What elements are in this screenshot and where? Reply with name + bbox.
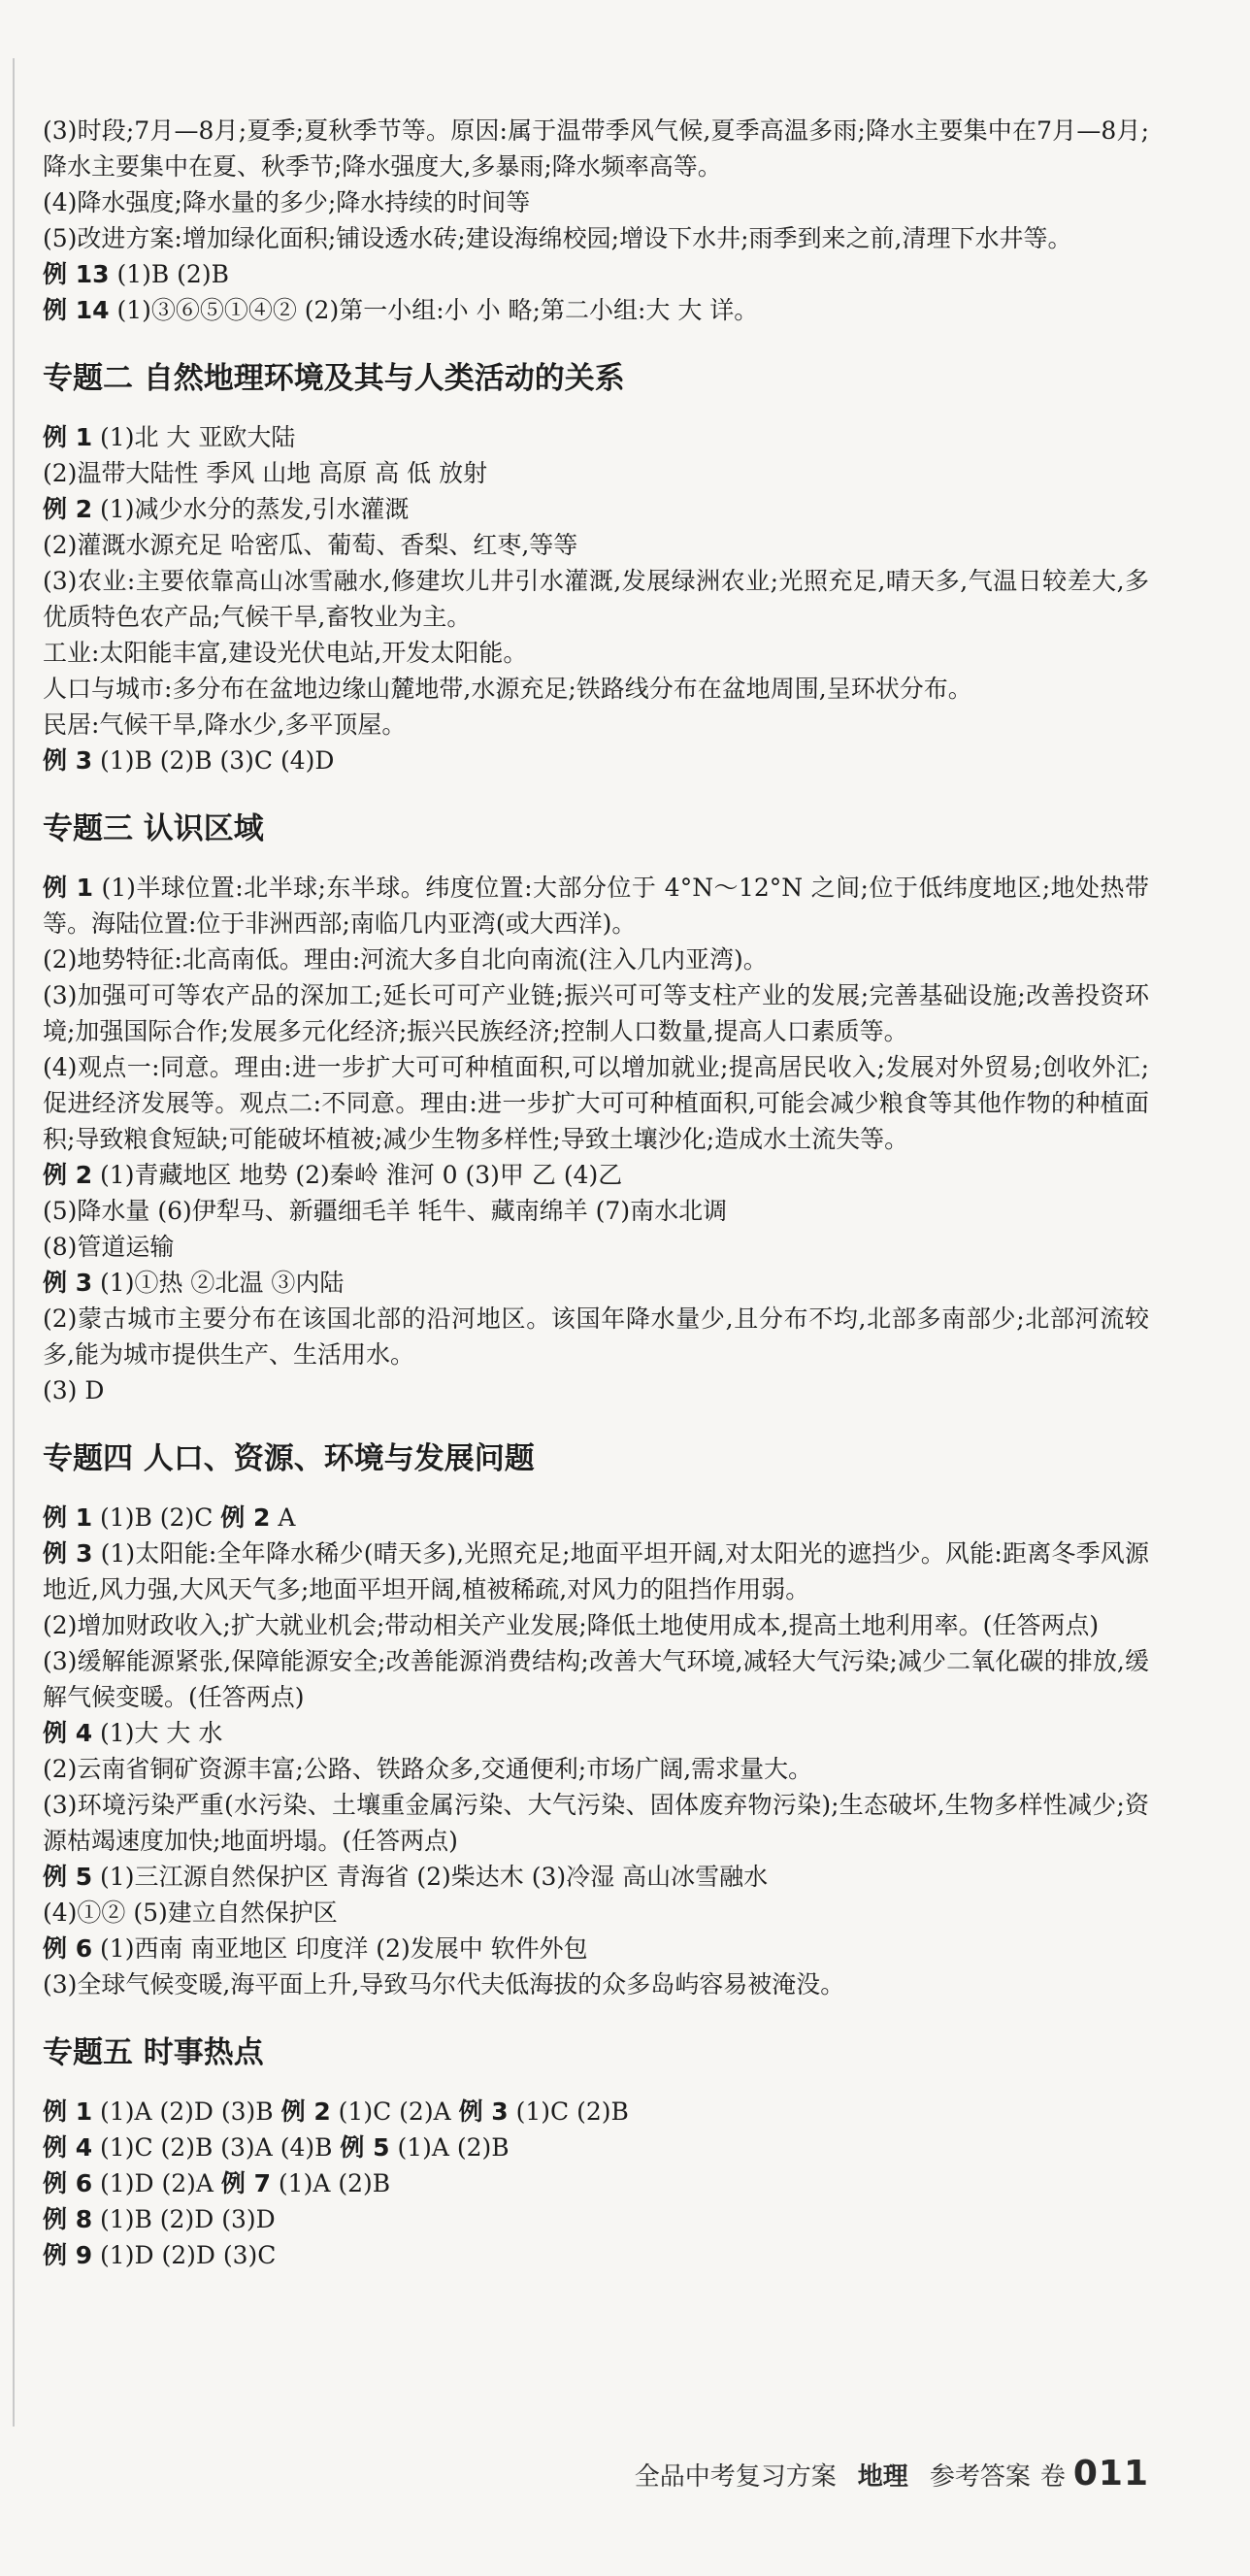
- answer-line: 例 1 (1)A (2)D (3)B 例 2 (1)C (2)A 例 3 (1)C (2)B: [43, 2097, 629, 2126]
- example-label: 例 1: [43, 874, 94, 902]
- answer-line: 例 1 (1)B (2)C 例 2 A: [43, 1503, 296, 1532]
- answer-line: (3)加强可可等农产品的深加工;延长可可产业链;振兴可可等支柱产业的发展;完善基础设施;改善投资环境;加强国际合作;发展多元化经济;振兴民族经济;控制人口数量,提高人口素质等。: [43, 981, 1149, 1045]
- answer-line: (2)增加财政收入;扩大就业机会;带动相关产业发展;降低土地使用成本,提高土地利用率。(任答两点): [43, 1611, 1100, 1639]
- answer-line: (3)农业:主要依靠高山冰雪融水,修建坎儿井引水灌溉,发展绿洲农业;光照充足,晴天多,气温日较差大,多优质特色农产品;气候干旱,畜牧业为主。: [43, 567, 1149, 631]
- section-continuation: [43, 113, 1149, 328]
- answer-line: (3)时段;7月—8月;夏季;夏秋季节等。原因:属于温带季风气候,夏季高温多雨;降水主要集中在7月—8月;降水主要集中在夏、秋季节;降水强度大,多暴雨;降水频率高等。: [43, 116, 1149, 181]
- example-label: 例 3: [43, 746, 93, 775]
- answer-line: (2)云南省铜矿资源丰富;公路、铁路众多,交通便利;市场广阔,需求量大。: [43, 1755, 813, 1783]
- answer-line: 例 2 (1)减少水分的蒸发,引水灌溉: [43, 495, 410, 523]
- section-topic-2: [43, 359, 1149, 778]
- example-label: 例 2: [43, 1161, 93, 1189]
- answer-line: 例 14 (1)③⑥⑤①④② (2)第一小组:小 小 略;第二小组:大 大 详。: [43, 296, 759, 324]
- section-topic-4: [43, 1439, 1149, 2002]
- answer-line: (5)降水量 (6)伊犁马、新疆细毛羊 牦牛、藏南绵羊 (7)南水北调: [43, 1197, 728, 1225]
- answer-line: 例 3 (1)①热 ②北温 ③内陆: [43, 1269, 345, 1297]
- answer-line: (2)灌溉水源充足 哈密瓜、葡萄、香梨、红枣,等等: [43, 531, 578, 559]
- answer-line: 工业:太阳能丰富,建设光伏电站,开发太阳能。: [43, 639, 528, 667]
- example-label: 例 6: [43, 1934, 93, 1963]
- section-heading: 专题三 认识区域: [43, 811, 264, 846]
- answer-line: (2)蒙古城市主要分布在该国北部的沿河地区。该国年降水量少,且分布不均,北部多南部少;北部河流较多,能为城市提供生产、生活用水。: [43, 1305, 1149, 1369]
- answer-line: (3)缓解能源紧张,保障能源安全;改善能源消费结构;改善大气环境,减轻大气污染;减少二氧化碳的排放,缓解气候变暖。(任答两点): [43, 1647, 1149, 1711]
- answer-line: (5)改进方案:增加绿化面积;铺设透水砖;建设海绵校园;增设下水井;雨季到来之前,清理下水井等。: [43, 224, 1072, 252]
- answer-line: (2)温带大陆性 季风 山地 高原 高 低 放射: [43, 459, 488, 487]
- answer-line: (4)降水强度;降水量的多少;降水持续的时间等: [43, 188, 531, 216]
- example-label: 例 2: [280, 2097, 331, 2126]
- answer-line: 例 8 (1)B (2)D (3)D: [43, 2205, 276, 2233]
- answer-line: 例 5 (1)三江源自然保护区 青海省 (2)柴达木 (3)冷湿 高山冰雪融水: [43, 1863, 769, 1891]
- example-label: 例 4: [43, 2133, 93, 2162]
- answer-line: 例 3 (1)太阳能:全年降水稀少(晴天多),光照充足;地面平坦开阔,对太阳光的遮挡少。风能:距离冬季风源地近,风力强,大风天气多;地面平坦开阔,植被稀疏,对风力的阻挡作用弱。: [43, 1539, 1149, 1603]
- page-number: 011: [1072, 2454, 1149, 2493]
- example-label: 例 9: [43, 2241, 93, 2269]
- section-heading: 专题二 自然地理环境及其与人类活动的关系: [43, 361, 625, 396]
- example-label: 例 1: [43, 423, 93, 451]
- answer-line: (3) D: [43, 1376, 105, 1404]
- section-topic-3: [43, 809, 1149, 1408]
- answer-line: 例 1 (1)半球位置:北半球;东半球。纬度位置:大部分位于 4°N～12°N 之间;位于低纬度地区;地处热带等。海陆位置:位于非洲西部;南临几内亚湾(或大西洋)。: [43, 874, 1149, 938]
- example-label: 例 3: [43, 1269, 93, 1297]
- example-label: 例 14: [43, 296, 110, 324]
- left-margin-rule: [13, 58, 15, 2427]
- example-label: 例 8: [43, 2205, 93, 2233]
- answer-line: 例 6 (1)西南 南亚地区 印度洋 (2)发展中 软件外包: [43, 1934, 588, 1963]
- answer-line: (2)地势特征:北高南低。理由:河流大多自北向南流(注入几内亚湾)。: [43, 945, 768, 974]
- page-footer: [635, 2454, 1149, 2493]
- answer-line: 例 4 (1)大 大 水: [43, 1719, 223, 1747]
- answer-line: 例 6 (1)D (2)A 例 7 (1)A (2)B: [43, 2169, 391, 2197]
- answer-line: 例 13 (1)B (2)B: [43, 260, 229, 288]
- example-label: 例 2: [220, 1503, 271, 1532]
- answer-line: 例 1 (1)北 大 亚欧大陆: [43, 423, 296, 451]
- section-heading: 专题四 人口、资源、环境与发展问题: [43, 1441, 535, 1476]
- answer-line: 例 2 (1)青藏地区 地势 (2)秦岭 淮河 0 (3)甲 乙 (4)乙: [43, 1161, 623, 1189]
- example-label: 例 4: [43, 1719, 93, 1747]
- answer-line: 民居:气候干旱,降水少,多平顶屋。: [43, 710, 407, 739]
- example-label: 例 6: [43, 2169, 93, 2197]
- subject-name: 地理: [857, 2462, 908, 2492]
- section-topic-5: [43, 2033, 1149, 2273]
- answer-line: (3)全球气候变暖,海平面上升,导致马尔代夫低海拔的众多岛屿容易被淹没。: [43, 1970, 845, 1998]
- answer-line: (4)①② (5)建立自然保护区: [43, 1899, 338, 1927]
- example-label: 例 1: [43, 1503, 93, 1532]
- volume-label: 卷: [1039, 2462, 1066, 2492]
- answer-line: 例 3 (1)B (2)B (3)C (4)D: [43, 746, 335, 775]
- example-label: 例 3: [43, 1539, 93, 1568]
- example-label: 例 2: [43, 495, 93, 523]
- section-heading: 专题五 时事热点: [43, 2035, 264, 2070]
- answer-line: (8)管道运输: [43, 1233, 175, 1261]
- book-title: 全品中考复习方案: [634, 2462, 837, 2492]
- example-label: 例 7: [220, 2169, 271, 2197]
- example-label: 例 5: [43, 1863, 93, 1891]
- answer-line: 例 9 (1)D (2)D (3)C: [43, 2241, 277, 2269]
- example-label: 例 13: [43, 260, 110, 288]
- example-label: 例 3: [458, 2097, 509, 2126]
- example-label: 例 5: [340, 2133, 390, 2162]
- doc-type: 参考答案: [929, 2462, 1031, 2492]
- answer-line: (4)观点一:同意。理由:进一步扩大可可种植面积,可以增加就业;提高居民收入;发展对外贸易;创收外汇;促进经济发展等。观点二:不同意。理由:进一步扩大可可种植面积,可能会减少粮食等其他作物的种植面积;导致粮食短缺;可能破坏植被;减少生物多样性;导致土壤沙化;造成水土流失等。: [43, 1053, 1149, 1153]
- answer-line: 人口与城市:多分布在盆地边缘山麓地带,水源充足;铁路线分布在盆地周围,呈环状分布。: [43, 675, 972, 703]
- example-label: 例 1: [43, 2097, 93, 2126]
- answer-line: (3)环境污染严重(水污染、土壤重金属污染、大气污染、固体废弃物污染);生态破坏,生物多样性减少;资源枯竭速度加快;地面坍塌。(任答两点): [43, 1791, 1149, 1855]
- answer-line: 例 4 (1)C (2)B (3)A (4)B 例 5 (1)A (2)B: [43, 2133, 510, 2162]
- answer-content: [43, 113, 1149, 2273]
